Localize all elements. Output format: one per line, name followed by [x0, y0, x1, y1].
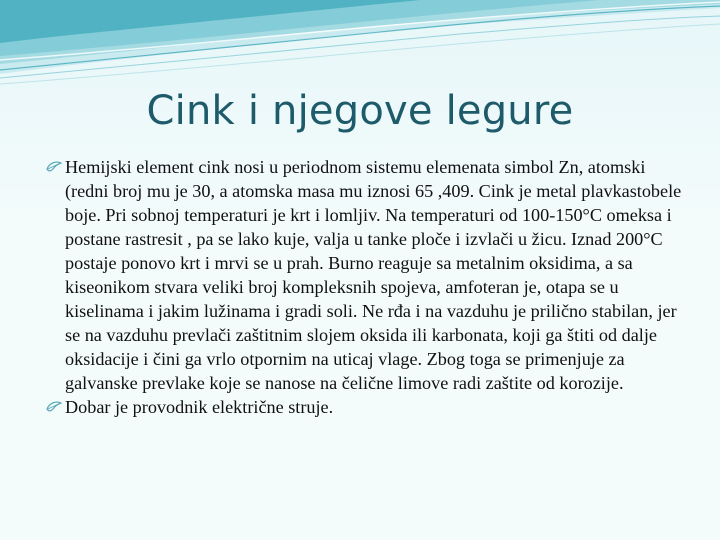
slide-content	[46, 155, 686, 419]
slide-title: Cink i njegove legure	[146, 88, 574, 134]
bullet-item	[46, 395, 686, 419]
bullet-item	[46, 155, 686, 395]
leaf-bullet-icon	[46, 161, 62, 173]
bullet-text: Dobar je provodnik električne struje.	[65, 397, 334, 417]
decorative-wave-header	[0, 0, 720, 90]
bullet-text: Hemijski element cink nosi u periodnom sistemu elemenata simbol Zn, atomski (redni broj mu je 30, a atomska masa mu iznosi 65 ,409. Cink je metal plavkastobele boje. Pri sobnoj temperaturi je krt i lomljiv. Na temperaturi od 100-150°C omeksa i postane rastresit , pa se lako kuje, valja u tanke ploče i izvlači u žicu. Iznad 200°C postaje ponovo krt i mrvi se u prah. Burno reaguje sa metalnim oksidima, a sa kiseonikom stvara veliki broj kompleksnih spojeva, amfoteran je, otapa se u kiselinama i jakim lužinama i gradi soli. Ne rđa i na vazduhu je prilično stabilan, jer se na vazduhu prevlači zaštitnim slojem oksida ili karbonata, koji ga štiti od dalje oksidacije i čini ga vrlo otpornim na uticaj vlage. Zbog toga se primenjuje za galvanske prevlake koje se nanose na čelične limove radi zaštite od korozije.	[65, 157, 682, 393]
leaf-bullet-icon	[46, 401, 62, 413]
